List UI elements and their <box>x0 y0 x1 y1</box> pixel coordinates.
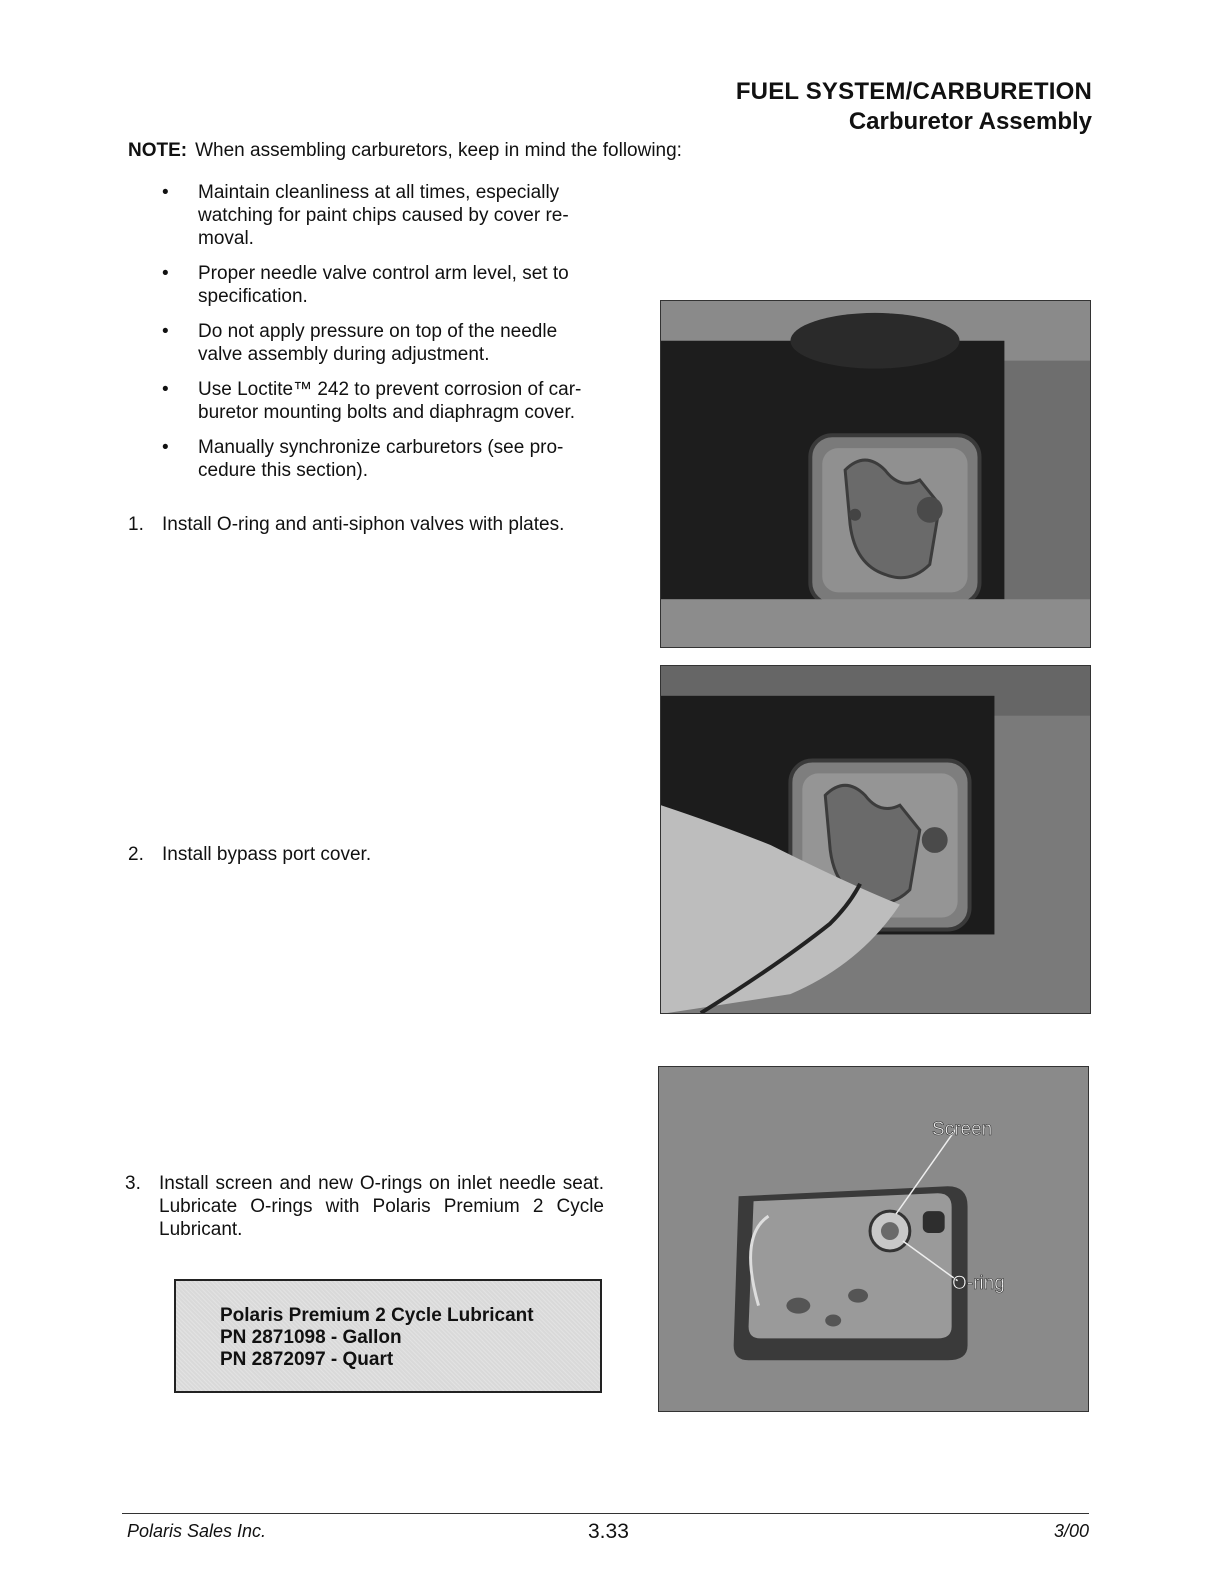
callout-line-3: PN 2872097 - Quart <box>220 1349 394 1370</box>
list-item: • Use Loctite™ 242 to prevent corrosion of car-buretor mounting bolts and diaphragm cover. <box>162 379 582 423</box>
list-item: • Manually synchronize carburetors (see pro-cedure this section). <box>162 437 564 481</box>
photo-inlet-needle-seat <box>658 1066 1089 1412</box>
photo-label-oring: O-ring <box>952 1273 1005 1294</box>
callout-line-1: Polaris Premium 2 Cycle Lubricant <box>220 1305 534 1326</box>
list-item: • Proper needle valve control arm level, set to specification. <box>162 263 569 307</box>
note-bullet-list <box>160 181 600 494</box>
photo-label-screen: Screen <box>932 1119 993 1140</box>
footer-divider <box>122 1513 1089 1514</box>
section-title: FUEL SYSTEM/CARBURETION <box>735 78 1092 105</box>
photo-bypass-port-cover <box>660 665 1091 1014</box>
callout-line-2: PN 2871098 - Gallon <box>220 1327 402 1348</box>
list-item: • Do not apply pressure on top of the needle valve assembly during adjustment. <box>162 321 558 365</box>
footer-page-number: 3.33 <box>588 1520 629 1543</box>
step-3: 3. Install screen and new O-rings on inlet needle seat. Lubricate O-rings with Polaris Premium 2 Cycle Lubricant. <box>125 1173 604 1240</box>
step-2: 2. Install bypass port cover. <box>128 844 372 865</box>
note-label: NOTE: <box>128 140 188 161</box>
note <box>128 140 682 162</box>
footer-company: Polaris Sales Inc. <box>127 1521 267 1541</box>
footer-date: 3/00 <box>1053 1521 1089 1541</box>
step-1: 1. Install O-ring and anti-siphon valves with plates. <box>128 514 565 535</box>
note-text: When assembling carburetors, keep in mind the following: <box>195 140 682 161</box>
photo-carburetor-anti-siphon <box>660 300 1091 648</box>
subsection-title: Carburetor Assembly <box>848 108 1092 135</box>
lubricant-callout-box <box>174 1279 602 1393</box>
list-item: • Maintain cleanliness at all times, especially watching for paint chips caused by cover re-moval. <box>162 182 569 249</box>
